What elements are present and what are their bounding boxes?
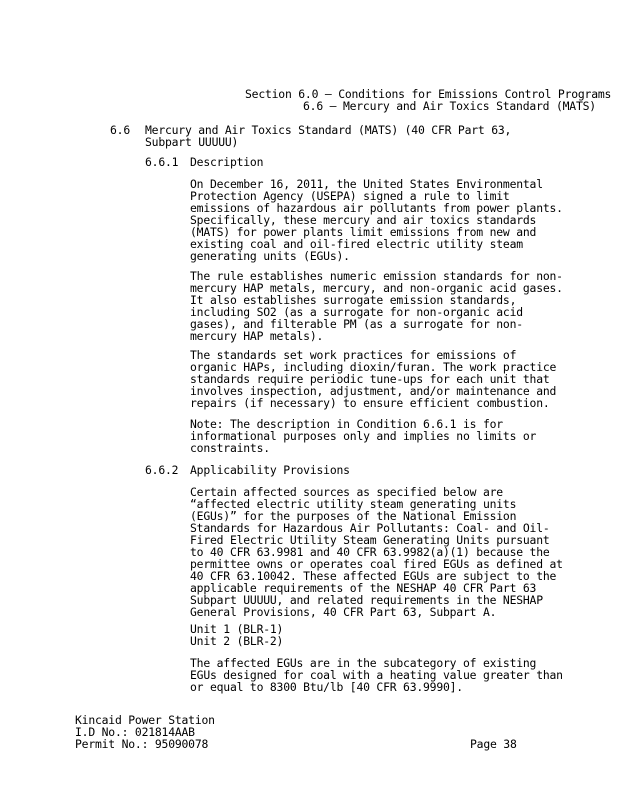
subsection-title: Description <box>190 155 264 169</box>
paragraph: The rule establishes numeric emission standards for non-mercury HAP metals, mercury, and non-organic acid gases. It also establishes surrogate emission standards, including SO2 (as a surrogate for non-organic acid gases), and filterable PM (as a surrogate for non-mercury HAP metals). <box>190 269 563 343</box>
section-number: 6.6 <box>110 123 130 137</box>
footer-page-number: Page 38 <box>470 737 517 751</box>
footer-permit-no: Permit No.: 95090078 <box>75 737 209 751</box>
paragraph: The affected EGUs are in the subcategory of existing EGUs designed for coal with a heating value greater than or equal to 8300 Btu/lb [40 CFR 63.9990]. <box>190 656 563 694</box>
paragraph: On December 16, 2011, the United States Environmental Protection Agency (USEPA) signed a rule to limit emissions of hazardous air pollutants from power plants. Specifically, these mercury and air toxics standards (MATS) for power plants limit emissions from new and existing coal and oil-fired electric utility steam generating units (EGUs). <box>190 177 563 263</box>
header-line-1: Section 6.0 – Conditions for Emissions Control Programs <box>245 87 612 101</box>
subsection-title: Applicability Provisions <box>190 463 350 477</box>
paragraph: Certain affected sources as specified below are “affected electric utility steam generating units (EGUs)” for the purposes of the National Emission Standards for Hazardous Air Pollutants: Coal- and Oil-Fired Electric Utility Steam Generating Units pursuant to 40 CFR 63.9981 and 40 CFR 63.9982(a)(1) because the permittee owns or operates coal fired EGUs as defined at 40 CFR 63.10042. These affected EGUs are subject to the applicable requirements of the NESHAP 40 CFR Part 63 Subpart UUUUU, and related requirements in the NESHAP General Provisions, 40 CFR Part 63, Subpart A. <box>190 485 563 619</box>
subsection-number: 6.6.2 <box>145 463 179 477</box>
header-line-2: 6.6 – Mercury and Air Toxics Standard (MATS) <box>303 99 596 113</box>
unit-list: Unit 1 (BLR-1) Unit 2 (BLR-2) <box>190 622 284 648</box>
footer-facility: Kincaid Power Station <box>75 713 215 727</box>
paragraph: The standards set work practices for emissions of organic HAPs, including dioxin/furan. The work practice standards require periodic tune-ups for each unit that involves inspection, adjustment, and/or maintenance and repairs (if necessary) to ensure efficient combustion. <box>190 348 557 410</box>
subsection-number: 6.6.1 <box>145 155 179 169</box>
section-title: Mercury and Air Toxics Standard (MATS) (40 CFR Part 63, Subpart UUUUU) <box>145 123 512 149</box>
note-paragraph: Note: The description in Condition 6.6.1 is for informational purposes only and implies no limits or constraints. <box>190 417 537 455</box>
footer-id-no: I.D No.: 021814AAB <box>75 725 195 739</box>
